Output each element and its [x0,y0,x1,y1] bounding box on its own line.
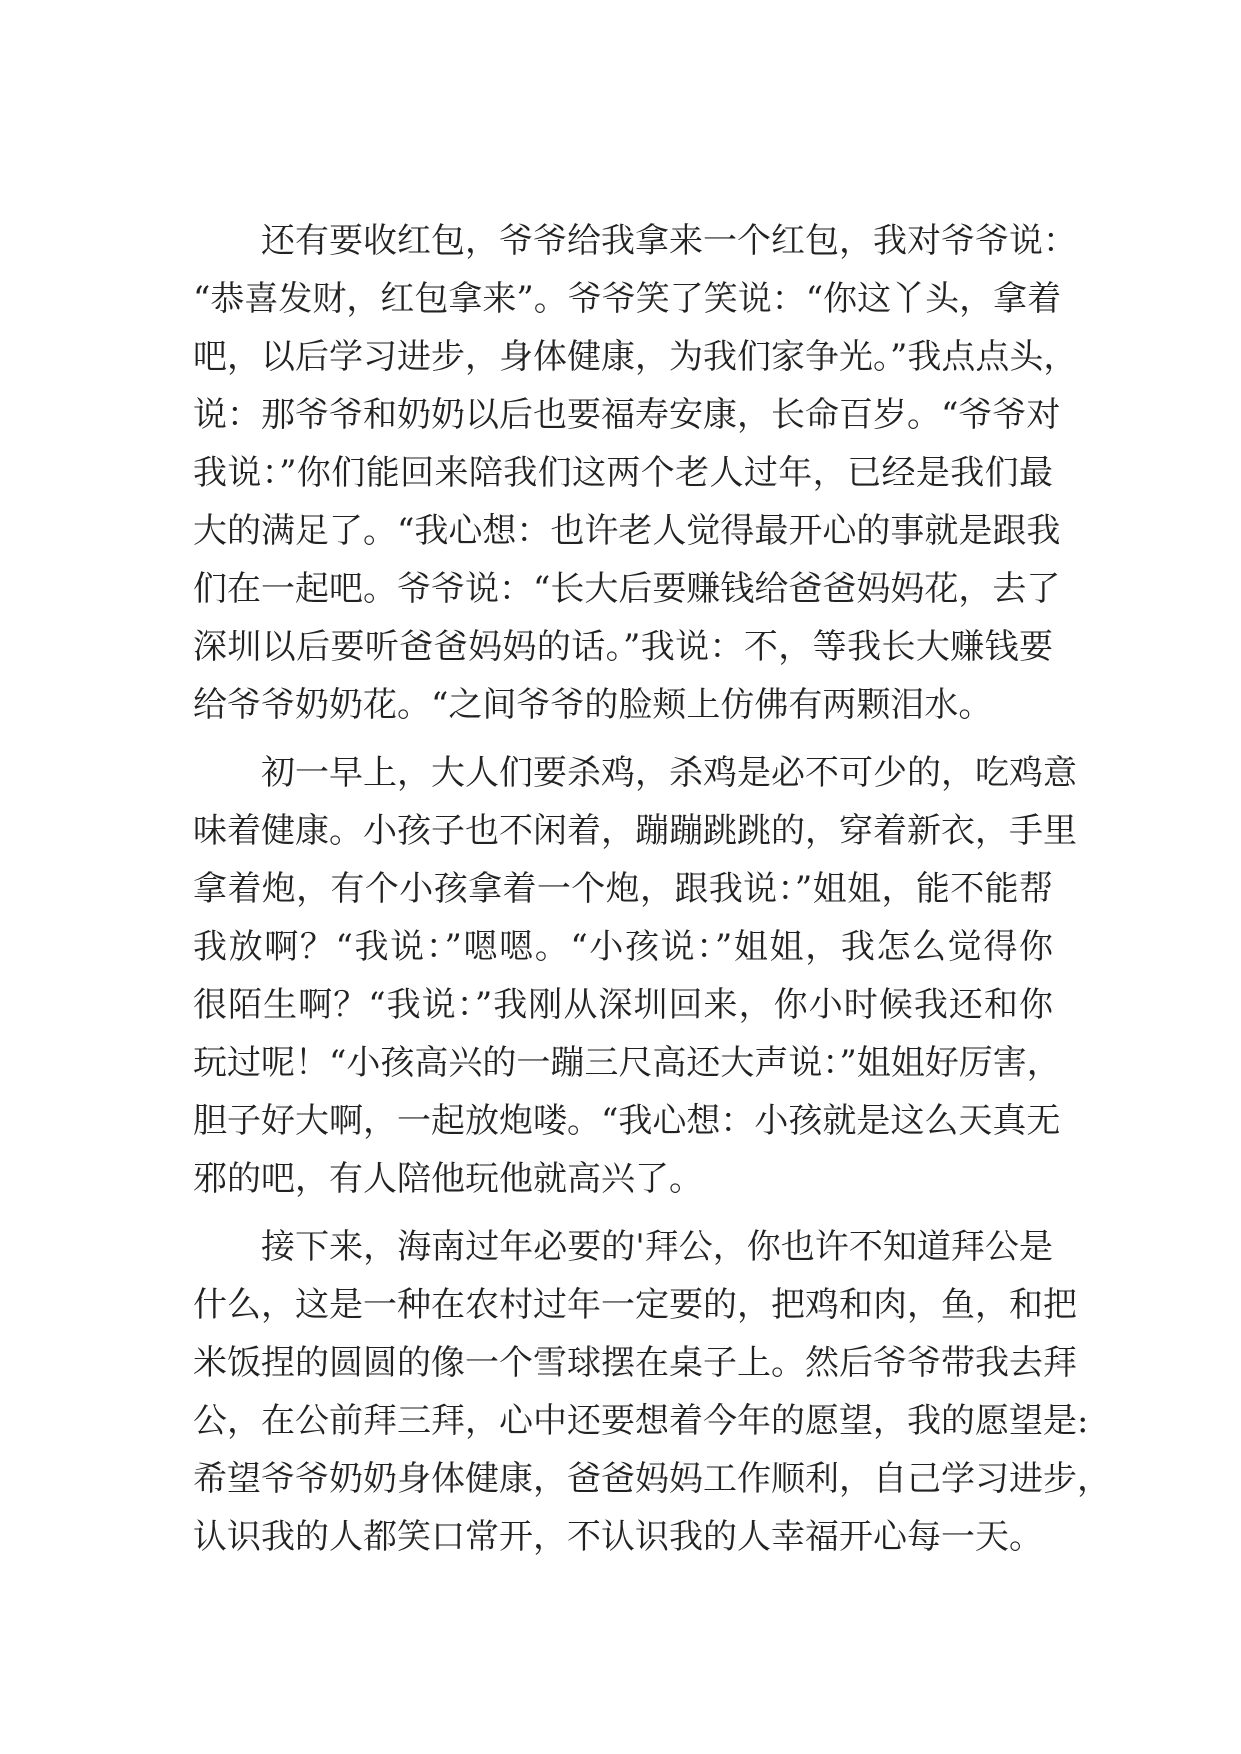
paragraph-red-envelope [193,212,1078,734]
text-line: 米饭捏的圆圆的像一个雪球摆在桌子上。然后爷爷带我去拜 [193,1343,1077,1383]
paragraph-bai-gong [193,1218,1111,1566]
paragraph-new-year-morning [193,744,1077,1208]
text-line: 味着健康。小孩子也不闲着，蹦蹦跳跳的，穿着新衣，手里 [193,811,1077,851]
text-line: 公，在公前拜三拜，心中还要想着今年的愿望，我的愿望是: [193,1401,1089,1441]
text-line: 给爷爷奶奶花。“之间爷爷的脸颊上仿佛有两颗泪水。 [193,685,993,725]
text-line: 我说：”你们能回来陪我们这两个老人过年，已经是我们最 [193,453,1053,493]
text-line: 大的满足了。“我心想：也许老人觉得最开心的事就是跟我 [193,511,1061,551]
text-line: 希望爷爷奶奶身体健康，爸爸妈妈工作顺利，自己学习进步， [193,1459,1111,1499]
text-line: 初一早上，大人们要杀鸡，杀鸡是必不可少的，吃鸡意 [193,753,1077,793]
text-line: 认识我的人都笑口常开，不认识我的人幸福开心每一天。 [193,1517,1043,1557]
text-line: 什么，这是一种在农村过年一定要的，把鸡和肉，鱼，和把 [193,1285,1077,1325]
text-line: 邪的吧，有人陪他玩他就高兴了。 [193,1159,703,1199]
text-line: 接下来，海南过年必要的'拜公，你也许不知道拜公是 [193,1227,1053,1267]
text-line: “恭喜发财，红包拿来”。爷爷笑了笑说：“你这丫头，拿着 [193,279,1062,319]
text-line: 胆子好大啊，一起放炮喽。“我心想：小孩就是这么天真无 [193,1101,1061,1141]
text-line: 还有要收红包，爷爷给我拿来一个红包，我对爷爷说： [193,221,1077,261]
text-line: 说：那爷爷和奶奶以后也要福寿安康，长命百岁。“爷爷对 [193,395,1061,435]
text-line: 我放啊？“我说：”嗯嗯。“小孩说：”姐姐，我怎么觉得你 [193,927,1053,967]
text-line: 们在一起吧。爷爷说：“长大后要赚钱给爸爸妈妈花，去了 [193,569,1061,609]
text-line: 玩过呢！“小孩高兴的一蹦三尺高还大声说：”姐姐好厉害， [193,1043,1061,1083]
document-body [193,212,1111,1566]
text-line: 吧，以后学习进步，身体健康，为我们家争光。”我点点头， [193,337,1078,377]
text-line: 拿着炮，有个小孩拿着一个炮，跟我说：”姐姐，能不能帮 [193,869,1053,909]
text-line: 深圳以后要听爸爸妈妈的话。”我说：不，等我长大赚钱要 [193,627,1053,667]
text-line: 很陌生啊？“我说：”我刚从深圳回来，你小时候我还和你 [193,985,1053,1025]
